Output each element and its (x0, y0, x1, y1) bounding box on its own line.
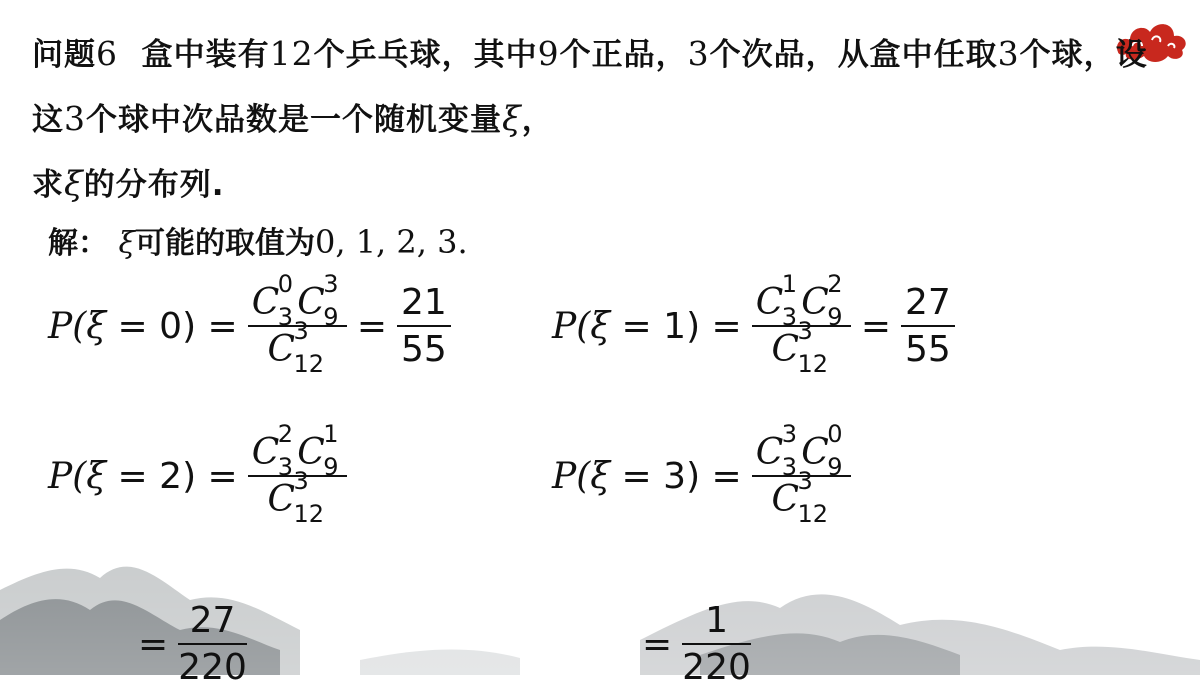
problem-number: 6 (96, 34, 118, 73)
result-p2: = $\frac{27}{220}$ (138, 600, 247, 688)
possible-values: 0, 1, 2, 3. (314, 223, 468, 261)
result-fraction: $\frac{27}{55}$ (901, 282, 955, 370)
combination-fraction: C 2 3 C 1 9 C 3 12 (248, 432, 347, 520)
solution-line: 解： ξ可能的取值为0, 1, 2, 3. (48, 223, 468, 261)
equation-p1: P(ξ = 1) = C 1 3 C 2 9 C 3 12 = $\frac{27}{55}$ (552, 282, 965, 370)
equation-p2: P(ξ = 2) = C 2 3 C 1 9 C 3 12 (48, 432, 357, 520)
equation-p0: P(ξ = 0) = C 0 3 C 3 9 C 3 12 = $\frac{21}{55}$ (48, 282, 461, 370)
solution-label: 解： (48, 226, 108, 261)
equation-p3: P(ξ = 3) = C 3 3 C 0 9 C 3 12 (552, 432, 861, 520)
combination-fraction: C 3 3 C 0 9 C 3 12 (752, 432, 851, 520)
combination-fraction: C 1 3 C 2 9 C 3 12 (752, 282, 851, 370)
result-p3: = $\frac{1}{220}$ (642, 600, 751, 688)
problem-label: 问题 (32, 37, 96, 73)
result-fraction: $\frac{21}{55}$ (397, 282, 451, 370)
problem-statement: 问题6 盒中装有12个乒乓球，其中9个正品，3个次品，从盒中任取3个球，设这3个球中次品数是一个随机变量ξ， 求ξ的分布列. (32, 34, 1148, 204)
combination-fraction: C 0 3 C 3 9 C 3 12 (248, 282, 347, 370)
